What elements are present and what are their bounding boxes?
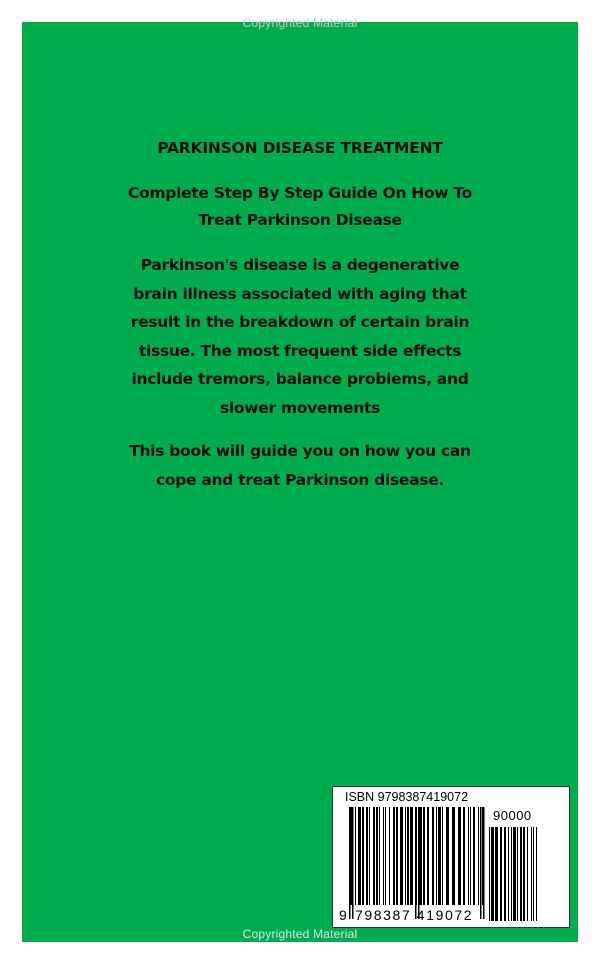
barcode-bar [468,807,469,905]
barcode-bar [432,807,434,905]
barcode-bar [531,827,532,921]
barcode-bar [513,827,516,921]
book-closing-statement [22,437,578,495]
barcode-bar [410,807,413,905]
barcode-bar [517,827,518,921]
barcode-guard-bar [349,807,351,919]
barcode-bar [405,807,406,905]
description-line: include tremors, balance problems, and [131,370,469,389]
barcode-bar [511,827,512,921]
barcode-bar [362,807,364,905]
barcode-bar [393,807,395,905]
barcode-bar [358,807,361,905]
barcode-bar [463,807,465,905]
description-line: brain illness associated with aging that [133,284,467,303]
barcode-bars [333,787,569,927]
barcode-bar [369,807,370,905]
barcode-bar [495,827,498,921]
barcode-bar [458,807,461,905]
barcode-bar [373,807,375,905]
barcode-bar [452,807,455,905]
barcode-bar [376,807,378,905]
subtitle-line: Treat Parkinson Disease [198,211,402,229]
barcode-bar [536,827,537,921]
barcode-bar [442,807,443,905]
barcode-bar [533,827,534,921]
barcode-bar [427,807,429,905]
barcode-bar [470,807,471,905]
barcode-bar [355,807,356,905]
description-line: Parkinson's disease is a degenerative [140,256,460,274]
barcode-bar [508,827,509,921]
barcode-guard-bar [480,807,482,919]
cover-text-block [22,136,578,495]
isbn-barcode [332,786,570,928]
price-code: 90000 [493,808,532,823]
barcode-bar [523,827,525,921]
description-line: tissue. The most frequent side effects [138,341,462,360]
barcode-guard-bar [352,807,354,919]
barcode-bar [423,807,425,905]
barcode-bar [491,827,494,921]
barcode-bar [489,827,490,921]
barcode-bar [407,807,409,905]
barcode-bar [383,807,384,905]
barcode-bar [396,807,398,905]
book-title: PARKINSON DISEASE TREATMENT [157,139,443,157]
barcode-guard-bar [483,807,485,919]
book-subtitle [22,180,578,234]
barcode-digit-first: 9 [339,907,347,923]
barcode-bar [366,807,368,905]
barcode-bar [389,807,390,905]
barcode-bar [446,807,449,905]
description-line: slower movements [219,398,380,417]
copyright-watermark-top: Copyrighted Material [242,16,358,30]
barcode-bar [473,807,475,905]
barcode-bar [438,807,441,905]
barcode-digits: 798387 419072 [355,907,474,923]
barcode-bar [500,827,502,921]
closing-line: This book will guide you on how you can [129,441,471,460]
barcode-bar [478,807,479,905]
barcode-bar [504,827,506,921]
barcode-bar [379,807,380,905]
barcode-bar [527,827,528,921]
barcode-guard-bar [418,807,420,919]
book-description [22,251,578,423]
copyright-watermark-bottom: Copyrighted Material [242,927,358,941]
barcode-bar [520,827,522,921]
barcode-bar [385,807,386,905]
barcode-bar [482,807,483,905]
barcode-bar [436,807,437,905]
subtitle-line: Complete Step By Step Guide On How To [128,184,472,202]
barcode-bar [400,807,403,905]
barcode-guard-bar [415,807,417,919]
closing-line: cope and treat Parkinson disease. [156,470,444,489]
description-line: result in the breakdown of certain brain [130,313,470,332]
isbn-label: ISBN 9798387419072 [345,790,469,804]
